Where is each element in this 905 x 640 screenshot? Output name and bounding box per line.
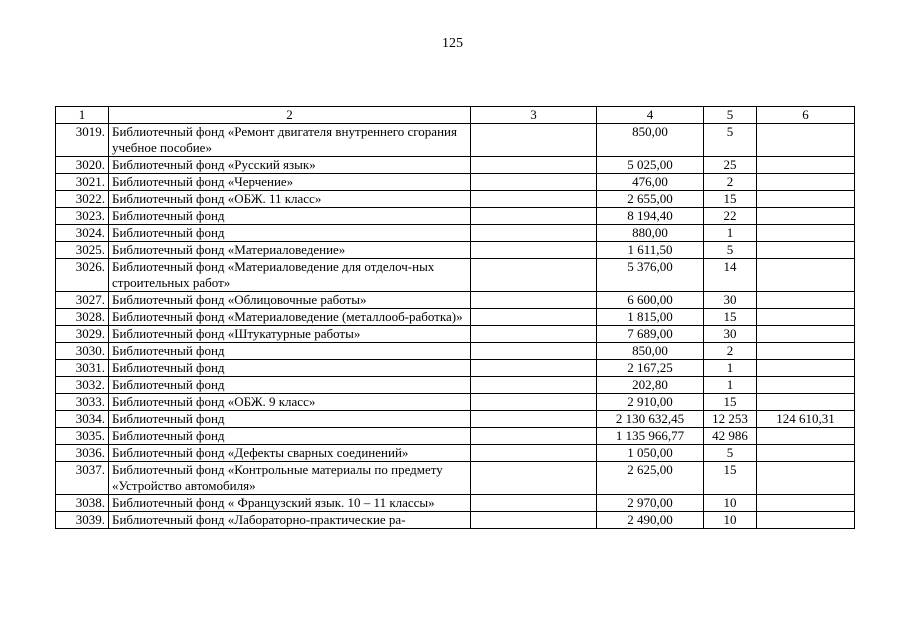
column-header-5: 5 [704,107,757,124]
amount: 476,00 [597,174,704,191]
table-row [56,394,855,411]
column-3-cell [471,445,597,462]
column-6-cell [757,174,855,191]
amount: 8 194,40 [597,208,704,225]
item-name: Библиотечный фонд «Материаловедение (металлооб-работка)» [109,309,471,326]
column-6-cell [757,292,855,309]
column-6-cell [757,377,855,394]
row-number: 3030. [56,343,109,360]
item-name: Библиотечный фонд « Французский язык. 10 – 11 классы» [109,495,471,512]
quantity: 5 [704,445,757,462]
column-3-cell [471,343,597,360]
column-6-cell [757,512,855,529]
item-name: Библиотечный фонд «Ремонт двигателя внутреннего сгорания учебное пособие» [109,124,471,157]
table-row [56,242,855,259]
row-number: 3028. [56,309,109,326]
column-6-cell [757,124,855,157]
inventory-table [55,106,855,529]
item-name: Библиотечный фонд [109,343,471,360]
column-header-3: 3 [471,107,597,124]
amount: 850,00 [597,343,704,360]
amount: 5 376,00 [597,259,704,292]
row-number: 3027. [56,292,109,309]
item-name: Библиотечный фонд «Черчение» [109,174,471,191]
table-row [56,462,855,495]
column-3-cell [471,259,597,292]
table-row [56,292,855,309]
amount: 1 135 966,77 [597,428,704,445]
amount: 6 600,00 [597,292,704,309]
column-3-cell [471,428,597,445]
column-header-4: 4 [597,107,704,124]
column-3-cell [471,495,597,512]
header-row [56,107,855,124]
column-3-cell [471,411,597,428]
quantity: 30 [704,292,757,309]
amount: 1 611,50 [597,242,704,259]
column-6-cell [757,462,855,495]
table-row [56,309,855,326]
amount: 2 167,25 [597,360,704,377]
quantity: 12 253 [704,411,757,428]
quantity: 10 [704,495,757,512]
quantity: 1 [704,360,757,377]
column-3-cell [471,124,597,157]
row-number: 3037. [56,462,109,495]
row-number: 3039. [56,512,109,529]
column-header-6: 6 [757,107,855,124]
row-number: 3032. [56,377,109,394]
column-6-cell [757,360,855,377]
item-name: Библиотечный фонд [109,377,471,394]
amount: 2 130 632,45 [597,411,704,428]
table-row [56,445,855,462]
row-number: 3033. [56,394,109,411]
amount: 5 025,00 [597,157,704,174]
quantity: 15 [704,309,757,326]
column-3-cell [471,326,597,343]
item-name: Библиотечный фонд «Материаловедение» [109,242,471,259]
table-row [56,225,855,242]
item-name: Библиотечный фонд [109,225,471,242]
row-number: 3022. [56,191,109,208]
quantity: 42 986 [704,428,757,445]
quantity: 15 [704,394,757,411]
amount: 850,00 [597,124,704,157]
amount: 2 625,00 [597,462,704,495]
row-number: 3024. [56,225,109,242]
column-3-cell [471,309,597,326]
quantity: 1 [704,225,757,242]
table-row [56,124,855,157]
row-number: 3029. [56,326,109,343]
item-name: Библиотечный фонд [109,411,471,428]
column-6-cell [757,259,855,292]
table-row [56,360,855,377]
row-number: 3038. [56,495,109,512]
table-row [56,495,855,512]
column-3-cell [471,242,597,259]
quantity: 30 [704,326,757,343]
amount: 2 910,00 [597,394,704,411]
row-number: 3021. [56,174,109,191]
column-6-cell [757,225,855,242]
amount: 2 655,00 [597,191,704,208]
column-6-cell [757,445,855,462]
amount: 1 815,00 [597,309,704,326]
table-row [56,157,855,174]
table-row [56,191,855,208]
quantity: 2 [704,343,757,360]
table-row [56,259,855,292]
column-6-cell: 124 610,31 [757,411,855,428]
column-6-cell [757,309,855,326]
row-number: 3019. [56,124,109,157]
item-name: Библиотечный фонд «Материаловедение для отделоч-ных строительных работ» [109,259,471,292]
item-name: Библиотечный фонд «Контрольные материалы по предмету «Устройство автомобиля» [109,462,471,495]
quantity: 5 [704,124,757,157]
column-6-cell [757,208,855,225]
amount: 202,80 [597,377,704,394]
column-header-2: 2 [109,107,471,124]
column-3-cell [471,462,597,495]
table-row [56,512,855,529]
item-name: Библиотечный фонд «Лабораторно-практические ра- [109,512,471,529]
row-number: 3031. [56,360,109,377]
column-3-cell [471,394,597,411]
quantity: 5 [704,242,757,259]
table-row [56,174,855,191]
column-3-cell [471,157,597,174]
item-name: Библиотечный фонд «Дефекты сварных соединений» [109,445,471,462]
column-3-cell [471,208,597,225]
item-name: Библиотечный фонд [109,208,471,225]
amount: 2 970,00 [597,495,704,512]
amount: 1 050,00 [597,445,704,462]
amount: 7 689,00 [597,326,704,343]
quantity: 15 [704,191,757,208]
table-row [56,208,855,225]
quantity: 14 [704,259,757,292]
item-name: Библиотечный фонд [109,428,471,445]
page-number: 125 [442,36,463,51]
column-3-cell [471,191,597,208]
quantity: 1 [704,377,757,394]
item-name: Библиотечный фонд «ОБЖ. 11 класс» [109,191,471,208]
column-6-cell [757,157,855,174]
row-number: 3023. [56,208,109,225]
item-name: Библиотечный фонд [109,360,471,377]
row-number: 3020. [56,157,109,174]
table-row [56,428,855,445]
table-body [56,124,855,529]
table-header [56,107,855,124]
amount: 880,00 [597,225,704,242]
quantity: 10 [704,512,757,529]
item-name: Библиотечный фонд «Штукатурные работы» [109,326,471,343]
row-number: 3036. [56,445,109,462]
column-6-cell [757,191,855,208]
column-3-cell [471,292,597,309]
table-row [56,343,855,360]
column-3-cell [471,360,597,377]
item-name: Библиотечный фонд «Русский язык» [109,157,471,174]
row-number: 3026. [56,259,109,292]
quantity: 25 [704,157,757,174]
column-3-cell [471,512,597,529]
row-number: 3034. [56,411,109,428]
column-6-cell [757,326,855,343]
column-6-cell [757,394,855,411]
column-6-cell [757,495,855,512]
column-6-cell [757,242,855,259]
item-name: Библиотечный фонд «ОБЖ. 9 класс» [109,394,471,411]
column-6-cell [757,428,855,445]
column-3-cell [471,225,597,242]
column-6-cell [757,343,855,360]
table-row [56,411,855,428]
table-row [56,326,855,343]
table-row [56,377,855,394]
amount: 2 490,00 [597,512,704,529]
item-name: Библиотечный фонд «Облицовочные работы» [109,292,471,309]
row-number: 3035. [56,428,109,445]
column-3-cell [471,377,597,394]
column-3-cell [471,174,597,191]
quantity: 15 [704,462,757,495]
quantity: 22 [704,208,757,225]
quantity: 2 [704,174,757,191]
row-number: 3025. [56,242,109,259]
column-header-1: 1 [56,107,109,124]
